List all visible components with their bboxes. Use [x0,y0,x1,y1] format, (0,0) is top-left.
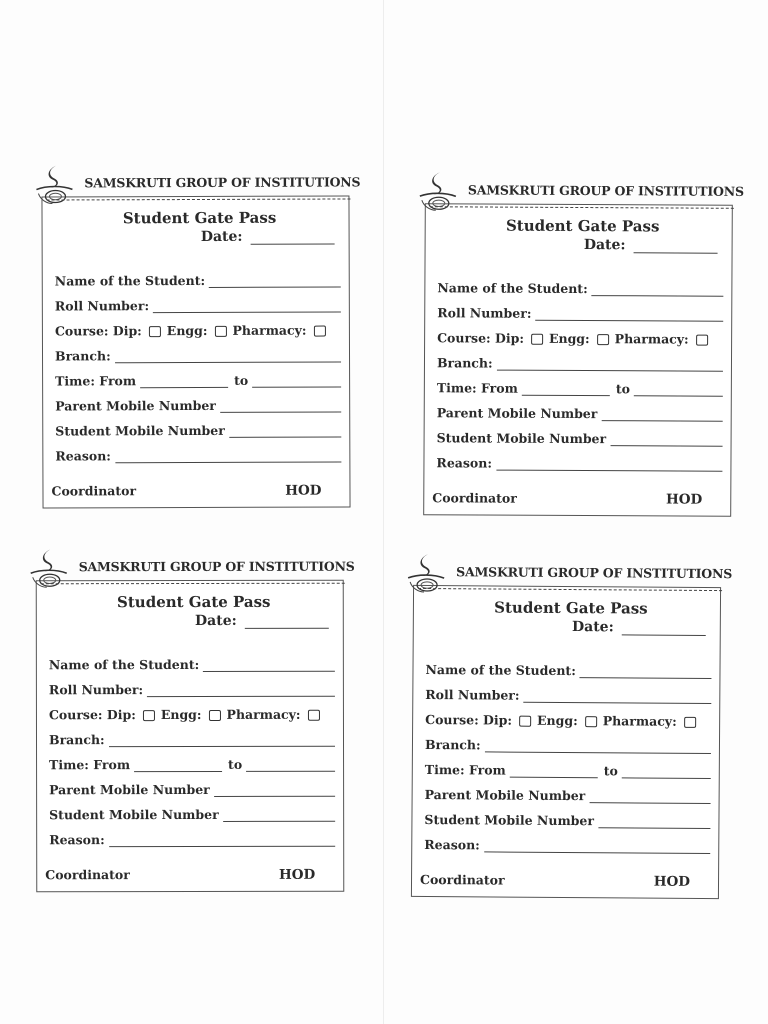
date-field[interactable] [251,232,335,245]
parent-mobile-field[interactable] [589,790,710,804]
engg-checkbox[interactable] [214,326,226,337]
time-row [437,370,723,396]
parent-mobile-label: Parent Mobile Number [424,787,586,804]
institution-logo-icon [416,170,460,214]
student-name-field[interactable] [592,283,724,297]
branch-row [437,345,723,371]
branch-field[interactable] [109,734,335,747]
student-mobile-label: Student Mobile Number [49,806,219,823]
form-fields [436,270,723,471]
parent-mobile-row [55,387,341,413]
student-mobile-field[interactable] [598,815,711,829]
date-field[interactable] [634,240,718,253]
header-dashed-divider [41,583,345,585]
reason-row [49,822,335,847]
card-header [416,170,744,216]
gate-pass-card [411,564,733,899]
pharmacy-label: Pharmacy: [614,331,689,347]
parent-mobile-field[interactable] [601,408,722,422]
time-from-label: Time: From [424,762,506,778]
roll-number-field[interactable] [147,684,335,697]
student-name-label: Name of the Student: [54,272,206,289]
branch-field[interactable] [497,358,723,372]
branch-label: Branch: [436,355,493,371]
card-header [32,162,361,207]
student-name-row [55,262,341,288]
student-name-field[interactable] [580,665,712,679]
page-fold-line [383,0,384,1024]
engg-label: Engg: [536,712,578,729]
reason-row [424,827,710,854]
student-name-label: Name of the Student: [425,662,576,679]
course-row [49,697,335,722]
signature-footer [432,490,702,507]
engg-label: Engg: [160,706,202,723]
date-row [201,229,335,245]
gate-pass-card [36,558,355,893]
course-row [437,320,723,346]
hod-signature-label: HOD [285,482,322,499]
pharmacy-label: Pharmacy: [226,706,301,722]
student-mobile-field[interactable] [223,809,335,822]
hod-signature-label: HOD [278,866,316,883]
time-to-field[interactable] [634,383,723,396]
date-label: Date: [195,612,237,629]
student-mobile-label: Student Mobile Number [424,812,595,829]
roll-number-row [49,672,335,697]
time-from-label: Time: From [49,757,131,773]
course-row [55,312,341,338]
signature-footer [420,872,690,890]
time-from-field[interactable] [134,759,222,772]
reason-label: Reason: [49,832,105,848]
roll-number-row [425,677,711,704]
pass-title: Student Gate Pass [505,216,660,236]
student-name-field[interactable] [209,274,341,287]
parent-mobile-row [49,772,335,797]
student-name-label: Name of the Student: [48,656,200,673]
parent-mobile-label: Parent Mobile Number [436,405,598,422]
parent-mobile-label: Parent Mobile Number [55,397,216,414]
pharmacy-checkbox[interactable] [313,326,325,337]
time-to-label: to [603,763,618,779]
time-to-field[interactable] [252,374,341,387]
date-label: Date: [583,237,626,254]
roll-number-row [437,295,723,321]
student-name-field[interactable] [203,659,335,672]
date-label: Date: [200,228,243,245]
student-mobile-field[interactable] [610,433,723,447]
pharmacy-label: Pharmacy: [232,322,307,338]
course-dip-label: Course: Dip: [48,707,136,723]
student-name-row [425,652,711,679]
time-from-field[interactable] [510,765,598,779]
time-from-label: Time: From [436,380,518,396]
branch-field[interactable] [485,739,711,754]
institution-name: SAMSKRUTI GROUP OF INSTITUTIONS [467,182,744,199]
student-mobile-row [424,802,710,829]
roll-number-label: Roll Number: [54,298,150,314]
branch-row [49,722,335,747]
engg-label: Engg: [548,330,590,347]
coordinator-signature-label: Coordinator [419,871,505,888]
reason-field[interactable] [109,834,335,847]
course-dip-label: Course: Dip: [425,712,513,728]
institution-logo-icon [27,547,71,591]
dip-checkbox[interactable] [143,710,155,721]
time-from-field[interactable] [522,383,610,396]
student-mobile-row [437,420,723,446]
card-header [404,552,733,598]
dip-checkbox[interactable] [149,326,161,337]
roll-number-field[interactable] [535,308,723,322]
form-fields [424,652,711,854]
engg-checkbox[interactable] [209,710,221,721]
dip-checkbox[interactable] [519,716,531,727]
parent-mobile-row [437,395,723,421]
pharmacy-checkbox[interactable] [696,335,708,346]
time-from-label: Time: From [55,373,137,389]
card-header [27,547,355,592]
time-row [425,752,711,779]
coordinator-signature-label: Coordinator [51,483,137,499]
pass-title: Student Gate Pass [122,208,277,228]
form-fields [55,262,342,463]
coordinator-signature-label: Coordinator [432,490,517,506]
branch-label: Branch: [48,732,105,748]
parent-mobile-field[interactable] [214,784,335,797]
branch-label: Branch: [54,348,111,364]
gate-pass-card [423,182,744,517]
reason-label: Reason: [424,837,480,853]
header-dashed-divider [430,206,734,209]
branch-row [55,337,341,363]
student-mobile-label: Student Mobile Number [55,422,225,439]
time-row [55,362,341,388]
engg-checkbox[interactable] [585,716,597,727]
date-field[interactable] [245,616,329,629]
reason-field[interactable] [115,449,342,463]
reason-field[interactable] [484,839,711,854]
parent-mobile-label: Parent Mobile Number [49,781,210,798]
branch-field[interactable] [115,349,341,363]
roll-number-field[interactable] [523,690,711,704]
institution-name: SAMSKRUTI GROUP OF INSTITUTIONS [456,564,733,582]
hod-signature-label: HOD [653,873,691,890]
date-row [195,613,329,629]
date-row [584,237,718,254]
time-to-label: to [234,372,249,388]
hod-signature-label: HOD [665,491,703,508]
coordinator-signature-label: Coordinator [45,867,130,883]
header-dashed-divider [418,588,722,591]
student-mobile-row [55,412,341,438]
course-dip-label: Course: Dip: [54,323,142,339]
time-to-field[interactable] [246,759,335,772]
pharmacy-checkbox[interactable] [684,717,696,728]
date-field[interactable] [622,622,706,636]
pass-title: Student Gate Pass [494,598,648,618]
pharmacy-label: Pharmacy: [602,713,677,729]
time-row [49,747,335,772]
date-label: Date: [571,619,614,636]
pass-title: Student Gate Pass [117,592,271,612]
pharmacy-checkbox[interactable] [308,710,320,721]
student-mobile-row [49,797,335,822]
roll-number-label: Roll Number: [48,682,144,698]
form-fields [49,647,335,847]
header-dashed-divider [46,198,350,200]
time-to-field[interactable] [622,765,711,779]
institution-name: SAMSKRUTI GROUP OF INSTITUTIONS [78,558,355,575]
student-name-row [437,270,723,296]
institution-name: SAMSKRUTI GROUP OF INSTITUTIONS [84,174,361,191]
parent-mobile-field[interactable] [220,399,341,412]
reason-row [55,437,341,463]
signature-footer [51,483,321,500]
student-mobile-label: Student Mobile Number [436,430,607,447]
course-row [425,702,711,729]
roll-number-label: Roll Number: [437,305,532,321]
branch-label: Branch: [424,737,481,753]
branch-row [425,727,711,754]
student-name-label: Name of the Student: [437,280,588,297]
course-dip-label: Course: Dip: [437,330,525,346]
institution-logo-icon [32,163,76,207]
roll-number-field[interactable] [153,299,341,313]
student-name-row [49,647,335,672]
reason-label: Reason: [55,448,111,464]
time-to-label: to [615,381,631,397]
parent-mobile-row [425,777,711,804]
signature-footer [45,867,315,883]
roll-number-row [55,287,341,313]
engg-label: Engg: [166,322,208,339]
reason-label: Reason: [436,455,493,471]
engg-checkbox[interactable] [597,334,609,345]
reason-row [436,445,722,471]
institution-logo-icon [404,552,448,596]
reason-field[interactable] [496,458,723,472]
date-row [572,619,706,636]
student-mobile-field[interactable] [229,424,342,437]
time-to-label: to [228,756,243,772]
time-from-field[interactable] [140,375,228,388]
dip-checkbox[interactable] [531,334,543,345]
gate-pass-card [41,174,361,508]
roll-number-label: Roll Number: [425,687,520,703]
